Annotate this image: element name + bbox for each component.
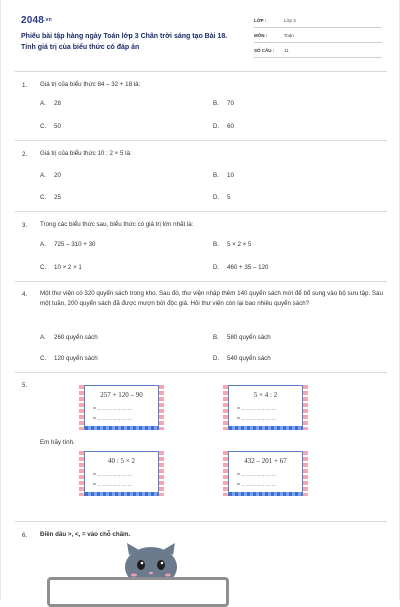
question-4-option-a[interactable]: A. 260 quyển sách <box>40 334 98 341</box>
question-3-option-d[interactable]: D. 460 + 35 – 120 <box>213 264 269 271</box>
meta-class-key: LỚP : <box>254 18 267 23</box>
meta-subject-row <box>254 31 382 43</box>
question-3-option-a[interactable]: A. 725 – 310 + 30 <box>40 241 96 248</box>
question-2-option-c[interactable]: C. 25 <box>40 194 61 201</box>
question-6-number: 6. <box>22 532 28 539</box>
answer-line[interactable]: = ………………… <box>237 416 277 422</box>
question-3-text: Trong các biểu thức sau, biểu thức có giá trị lớn nhất là: <box>40 221 194 228</box>
question-divider <box>15 140 387 141</box>
question-6-text: Điền dấu >, <, = vào chỗ chấm. <box>40 531 131 538</box>
question-1-option-c[interactable]: C. 50 <box>40 123 61 130</box>
question-1-text: Giá trị của biểu thức 84 – 32 + 18 là: <box>40 81 141 88</box>
expression-card <box>228 385 303 430</box>
meta-count-value: 11 <box>284 48 289 53</box>
answer-line[interactable]: = ………………… <box>93 406 133 412</box>
meta-count-key: SỐ CÂU : <box>254 48 275 53</box>
question-3-number: 3. <box>22 222 28 229</box>
question-5-text: Em hãy tính. <box>40 439 75 446</box>
meta-class-value: Lớp 3 <box>284 18 296 23</box>
expression-card <box>84 451 159 496</box>
answer-line[interactable]: = ………………… <box>237 406 277 412</box>
question-4-option-b[interactable]: B. 580 quyển sách <box>213 334 271 341</box>
question-2-option-a[interactable]: A. 20 <box>40 172 61 179</box>
answer-line[interactable]: = ………………… <box>237 482 277 488</box>
question-4-option-c[interactable]: C. 120 quyển sách <box>40 355 98 362</box>
meta-subject-value: Toán <box>284 33 294 38</box>
question-divider <box>15 372 387 373</box>
question-1-option-d[interactable]: D. 60 <box>213 123 234 130</box>
expression-card <box>228 451 303 496</box>
question-5-number: 5. <box>22 382 28 389</box>
expression-text: 5 × 4 : 2 <box>253 391 278 399</box>
expression-text: 432 – 201 + 67 <box>244 457 287 465</box>
expression-text: 40 : 5 × 2 <box>108 457 135 465</box>
expression-card <box>84 385 159 430</box>
question-1-option-b[interactable]: B. 70 <box>213 100 234 107</box>
question-divider <box>15 211 387 212</box>
meta-subject-key: MÔN : <box>254 33 268 38</box>
question-3-option-b[interactable]: B. 5 × 2 × 5 <box>213 241 252 248</box>
answer-line[interactable]: = ………………… <box>93 482 133 488</box>
answer-line[interactable]: = ………………… <box>237 472 277 478</box>
question-1-number: 1. <box>22 82 28 89</box>
question-2-number: 2. <box>22 151 28 158</box>
comparison-board <box>47 577 229 607</box>
document-title: Phiếu bài tập hàng ngày Toán lớp 3 Chân trời sáng tạo Bài 18. Tính giá trị của biểu thức có đáp án <box>21 33 228 51</box>
question-1-option-a[interactable]: A. 28 <box>40 100 61 107</box>
header-divider <box>15 71 387 72</box>
question-4-option-d[interactable]: D. 540 quyển sách <box>213 355 271 362</box>
question-4-number: 4. <box>22 291 28 298</box>
meta-class-row <box>254 16 382 28</box>
question-4-text: Một thư viện có 320 quyển sách trong kho. Sau đó, thư viện nhập thêm 140 quyển sách mới để bổ sung vào bộ sưu tập. Sau một tuần, 200 quyển sách đã được mượn bởi độc giả. Hỏi thư viện còn lại bao nhiêu quyển sách? <box>40 290 383 307</box>
answer-line[interactable]: = ………………… <box>93 472 133 478</box>
expression-text: 257 + 120 – 90 <box>100 391 143 399</box>
meta-count-row <box>254 46 382 58</box>
question-2-option-b[interactable]: B. 10 <box>213 172 234 179</box>
question-divider <box>15 281 387 282</box>
brand-logo[interactable]: $2048^{.vn}$ <box>21 15 52 26</box>
question-divider <box>15 521 387 522</box>
question-2-option-d[interactable]: D. 5 <box>213 194 231 201</box>
question-2-text: Giá trị của biểu thức 10 : 2 × 5 là: <box>40 150 132 157</box>
question-3-option-c[interactable]: C. 10 × 2 × 1 <box>40 264 82 271</box>
answer-line[interactable]: = ………………… <box>93 416 133 422</box>
